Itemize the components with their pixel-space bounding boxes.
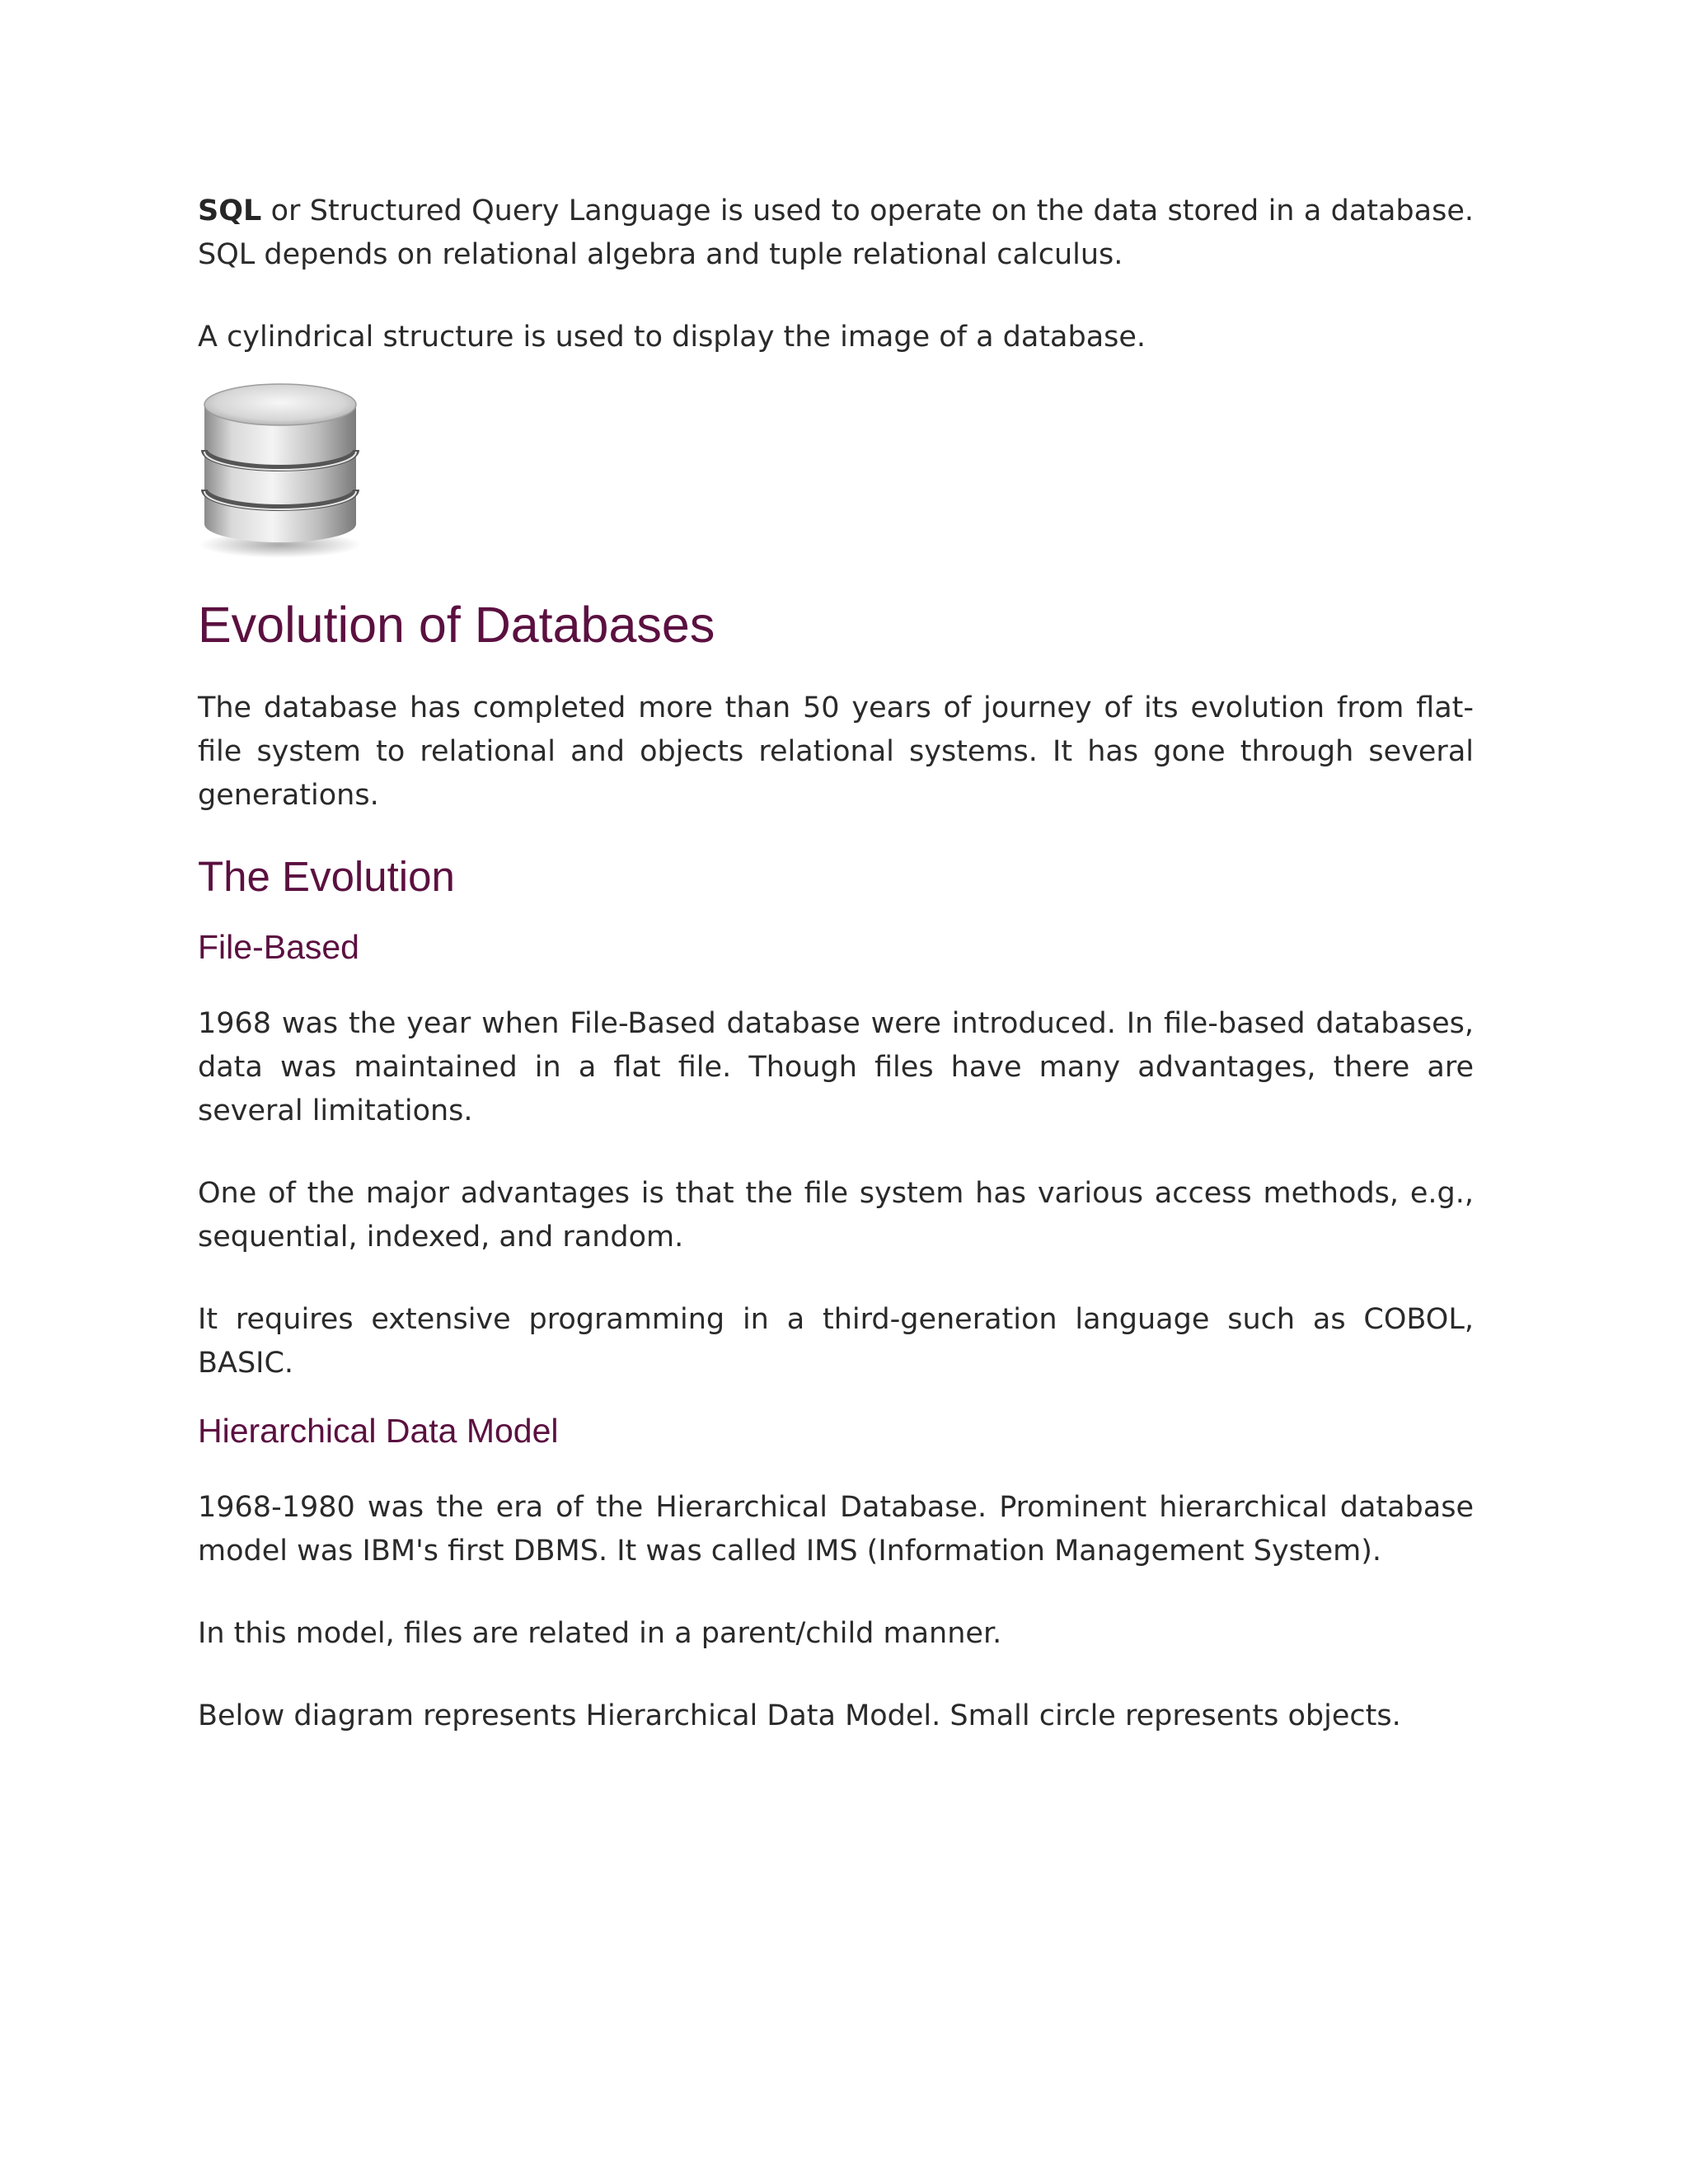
sql-description: or Structured Query Language is used to operate on the data stored in a database. SQL depends on relational algebra and tuple relational calculus.	[198, 194, 1474, 271]
cylinder-paragraph: A cylindrical structure is used to display the image of a database.	[198, 321, 1146, 354]
evolution-paragraph: The database has completed more than 50 years of journey of its evolution from flat-file system to relational and objects relational systems. It has gone through several generations.	[198, 691, 1474, 812]
sql-term: SQL	[198, 194, 262, 227]
database-cylinder-icon	[198, 376, 363, 561]
the-evolution-heading: The Evolution	[198, 853, 455, 900]
hierarchical-paragraph-1: 1968-1980 was the era of the Hierarchical Database. Prominent hierarchical database model was IBM's first DBMS. It was called IMS (Information Management System).	[198, 1491, 1474, 1568]
file-based-heading: File-Based	[198, 928, 359, 966]
sql-paragraph	[198, 190, 1474, 277]
file-based-paragraph-1: 1968 was the year when File-Based database were introduced. In file-based databases, data was maintained in a flat file. Though files have many advantages, there are several limitations.	[198, 1007, 1474, 1127]
evolution-title: Evolution of Databases	[198, 597, 715, 653]
hierarchical-paragraph-2: In this model, files are related in a parent/child manner.	[198, 1617, 1002, 1650]
file-based-paragraph-3: It requires extensive programming in a third-generation language such as COBOL, BASIC.	[198, 1303, 1474, 1380]
file-based-paragraph-2: One of the major advantages is that the file system has various access methods, e.g., sequential, indexed, and random.	[198, 1177, 1474, 1254]
document-page	[198, 190, 1474, 1738]
hierarchical-heading: Hierarchical Data Model	[198, 1412, 559, 1450]
hierarchical-paragraph-3: Below diagram represents Hierarchical Data Model. Small circle represents objects.	[198, 1699, 1401, 1732]
